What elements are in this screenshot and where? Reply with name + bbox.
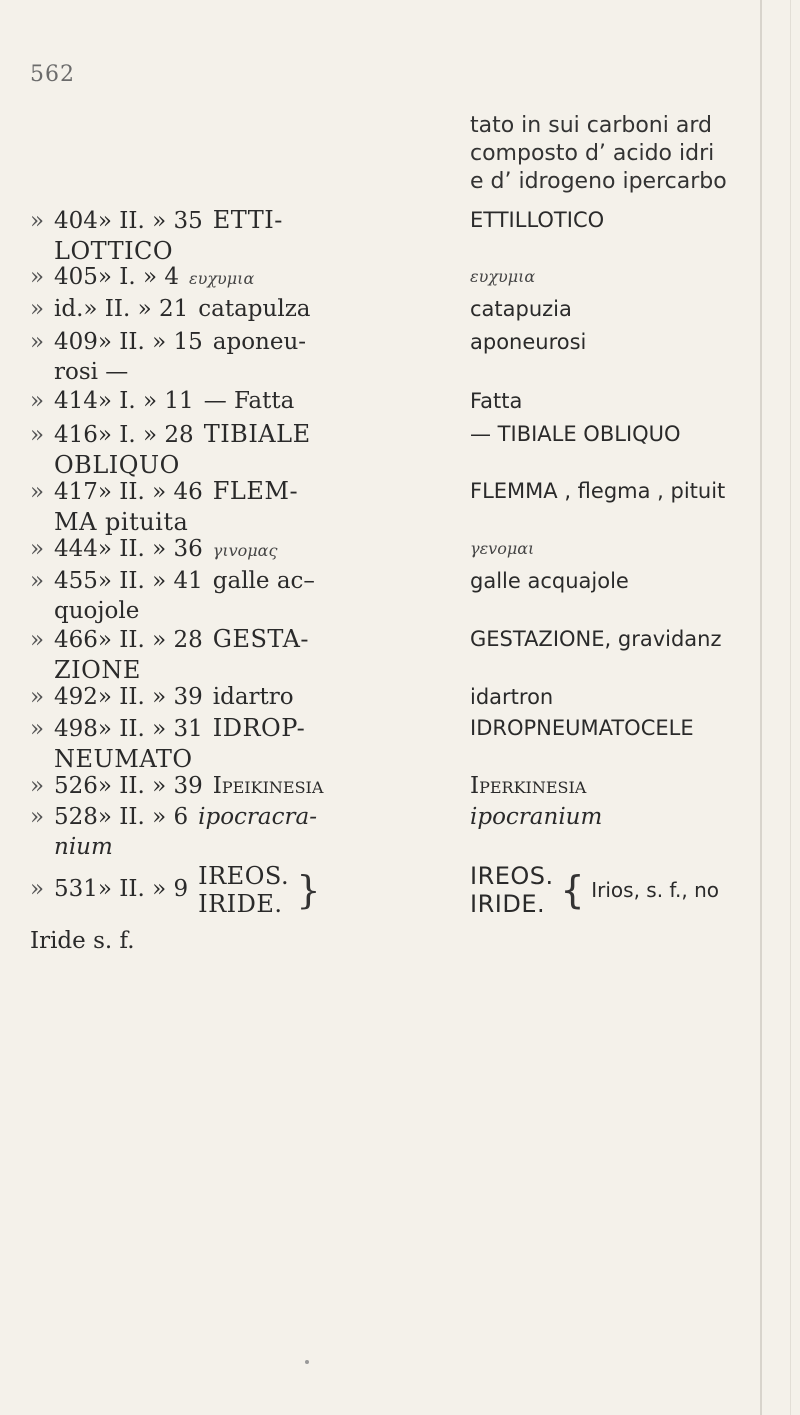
ditto-mark: » [30,264,45,290]
page-number: 562 [30,62,75,87]
error-term: IRIDE. [198,890,283,918]
page-ref: 531 [54,876,98,902]
error-term-continuation: ZIONE [54,656,141,684]
error-term-pair [198,862,289,918]
ditto-mark: » [30,329,45,355]
error-term: catapulza [198,296,311,322]
separator: » [152,627,167,653]
ink-spot [305,1360,309,1364]
ditto-mark: » [30,388,45,414]
separator: » [97,329,112,355]
ditto-mark: » [30,422,45,448]
correction-term: IREOS. [470,862,554,890]
separator: » [152,876,167,902]
brace: { [560,868,585,912]
page-ref: 492 [54,684,98,710]
separator: » [152,773,167,799]
line-ref: 39 [173,773,203,799]
column-ref: II. [119,684,145,710]
errata-reference [30,802,460,862]
correction: — TIBIALE OBLIQUO [470,422,681,446]
line-ref: 41 [173,568,203,594]
error-term-continuation: rosi — [54,359,129,385]
separator: » [97,568,112,594]
error-term-continuation: OBLIQUO [54,451,180,479]
separator: » [152,329,167,355]
correction [470,862,770,918]
separator: » [83,296,98,322]
separator: » [152,684,167,710]
errata-reference [30,566,460,626]
line-ref: 39 [173,684,203,710]
error-term: ipocracra- [198,804,317,830]
page-edge-line-2 [790,0,791,1415]
error-term-continuation: NEUMATO [54,745,193,773]
error-term: IREOS. [198,862,290,890]
header-line-3: e d’ idrogeno ipercarbo [470,169,727,194]
error-term: aponeu- [212,329,307,355]
page-ref: 444 [54,536,98,562]
correction-term: IRIDE. [470,890,546,918]
ditto-mark: » [30,536,45,562]
column-ref: II. [119,568,145,594]
errata-reference [30,327,460,387]
errata-reference [30,624,460,685]
errata-reference [30,294,460,324]
page-ref: 405 [54,264,98,290]
error-term: — Fatta [203,388,295,414]
correction: GESTAZIONE, gravidanz [470,627,722,651]
column-ref: II. [119,329,145,355]
ditto-mark: » [30,716,45,742]
errata-reference [30,771,460,801]
correction: aponeurosi [470,330,587,354]
separator: » [152,536,167,562]
header-line-2: composto d’ acido idri [470,141,715,166]
ditto-mark: » [30,627,45,653]
correction: Fatta [470,389,523,413]
errata-reference [30,682,460,712]
error-term: galle ac– [212,568,315,594]
errata-reference [30,262,460,294]
ditto-mark: » [30,773,45,799]
correction: catapuzia [470,297,572,321]
ditto-mark: » [30,876,45,902]
page-ref: 526 [54,773,98,799]
error-term-continuation: MA pituita [54,508,189,536]
error-term: TIBIALE [203,420,311,448]
ditto-mark: » [30,684,45,710]
separator: » [152,568,167,594]
separator: » [152,716,167,742]
page-ref: id. [54,296,84,322]
errata-reference [30,419,460,480]
correction: ETTILLOTICO [470,208,605,232]
ditto-mark: » [30,296,45,322]
separator: » [97,684,112,710]
column-ref: II. [119,716,145,742]
error-term: idartro [212,684,294,710]
ditto-mark: » [30,479,45,505]
ditto-mark: » [30,568,45,594]
separator: » [97,422,112,448]
line-ref: 36 [173,536,203,562]
column-ref: II. [104,296,131,322]
page-ref: 417 [54,479,98,505]
separator: » [97,773,112,799]
column-ref: II. [119,627,145,653]
column-ref: II. [119,536,145,562]
line-ref: 6 [173,804,189,830]
separator: » [143,422,158,448]
error-term: Ipeikinesia [212,773,324,799]
page-ref: 528 [54,804,98,830]
column-ref: II. [119,804,145,830]
line-ref: 9 [173,876,189,902]
correction: IDROPNEUMATOCELE [470,716,694,740]
brace: } [296,868,321,912]
column-ref: II. [119,773,145,799]
separator: » [97,876,112,902]
correction: idartron [470,685,554,709]
column-ref: II. [119,208,145,234]
separator: » [152,208,167,234]
separator: » [137,296,152,322]
column-ref: I. [119,264,136,290]
column-ref: I. [119,388,136,414]
page-ref: 414 [54,388,98,414]
page-ref: 416 [54,422,98,448]
error-term-continuation: nium [54,834,113,860]
page-ref: 404 [54,208,98,234]
line-ref: 11 [164,388,194,414]
error-term: GESTA- [212,625,310,653]
separator: » [97,264,112,290]
line-ref: 35 [173,208,203,234]
error-term: FLEM- [212,477,299,505]
column-ref: II. [119,479,145,505]
error-term: γιvoμας [212,541,278,560]
separator: » [97,208,112,234]
errata-reference [30,205,460,266]
separator: » [97,536,112,562]
line-ref: 4 [164,264,180,290]
correction: FLEMMA , flegma , pituit [470,479,726,503]
error-term: IDROP- [212,714,306,742]
page-ref: 466 [54,627,98,653]
line-ref: 28 [164,422,194,448]
errata-reference [30,862,460,918]
error-term-continuation: LOTTICO [54,237,174,265]
column-ref: I. [119,422,136,448]
separator: » [97,804,112,830]
ditto-mark: » [30,804,45,830]
correction: γεvoμαι [470,539,535,558]
line-ref: 15 [173,329,203,355]
error-term: ευχυμια [189,269,255,288]
separator: » [97,716,112,742]
page-ref: 498 [54,716,98,742]
correction-pair [470,862,554,918]
header-line-1: tato in sui carboni ard [470,113,712,138]
line-ref: 46 [173,479,203,505]
page-ref: 455 [54,568,98,594]
error-term: ETTI- [212,206,283,234]
ditto-mark: » [30,208,45,234]
line-ref: 21 [158,296,189,322]
column-ref: II. [119,876,145,902]
correction: ipocranium [470,804,603,830]
separator: » [97,479,112,505]
separator: » [143,264,158,290]
errata-reference [30,713,460,774]
line-ref: 31 [173,716,203,742]
separator: » [97,388,112,414]
separator: » [143,388,158,414]
correction: Iperkinesia [470,773,587,799]
errata-reference [30,534,460,566]
correction: ευχυμια [470,267,536,286]
line-ref: 28 [173,627,203,653]
page-ref: 409 [54,329,98,355]
correction: galle acquajole [470,569,629,593]
separator: » [152,479,167,505]
header-continuation [470,112,770,196]
separator: » [152,804,167,830]
separator: » [97,627,112,653]
errata-reference [30,476,460,537]
error-term-continuation: Iride s. f. [30,928,135,954]
correction-note: Irios, s. f., no [591,878,719,902]
error-term-continuation: quojole [54,598,140,624]
errata-reference [30,386,460,416]
